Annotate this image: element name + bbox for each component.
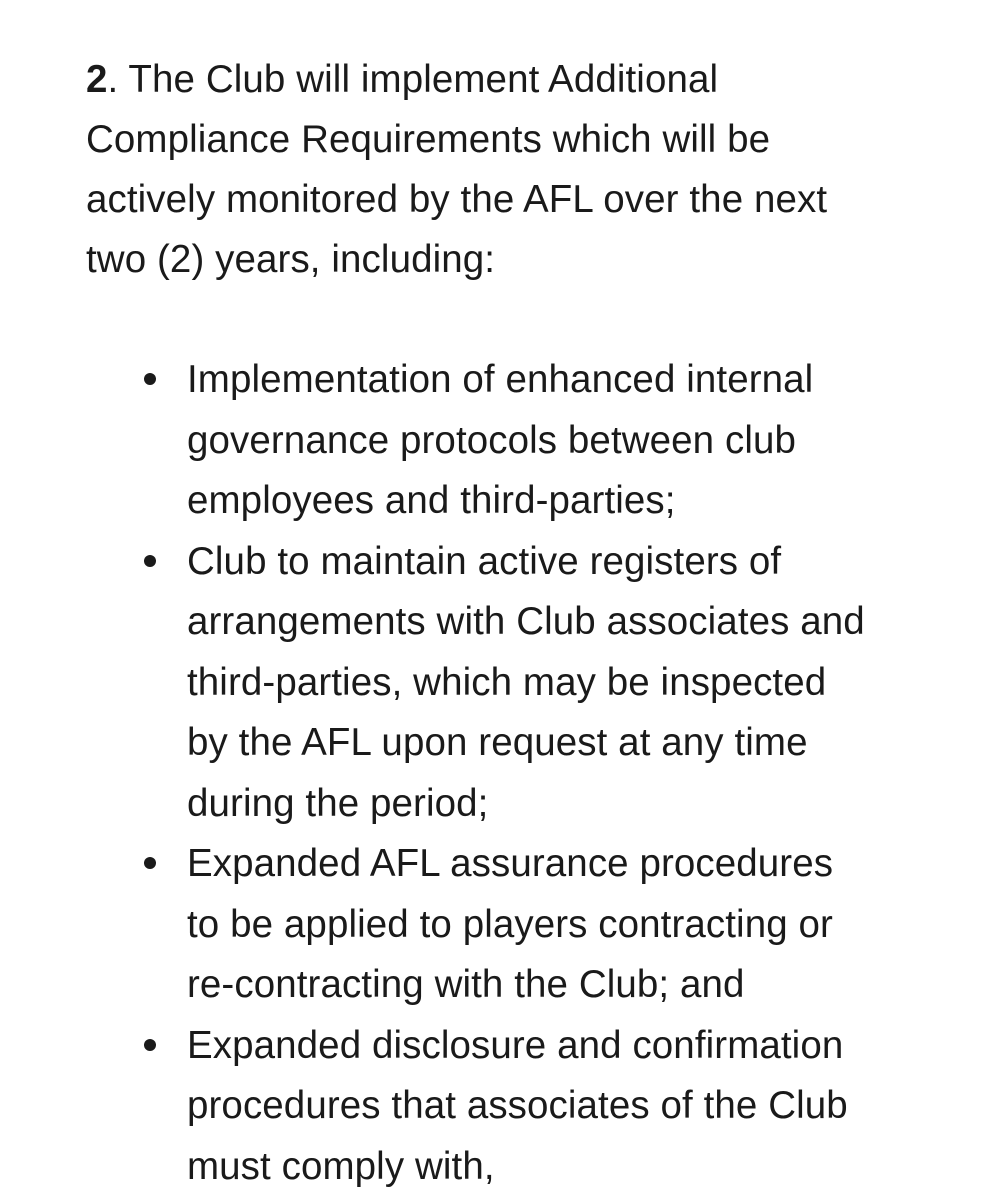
list-item-line: must comply with, xyxy=(187,1144,495,1188)
bullet-icon xyxy=(144,555,156,567)
list-item-line: governance protocols between club xyxy=(187,418,796,462)
list-item-line: third-parties, which may be inspected xyxy=(187,660,827,704)
intro-line: . The Club will implement Additional xyxy=(107,58,719,101)
list-item-line: by the AFL upon request at any time xyxy=(187,721,808,764)
paragraph-number: 2 xyxy=(86,58,108,101)
list-item-line: to be applied to players contracting or xyxy=(187,902,833,946)
list-item xyxy=(86,532,966,835)
list-item-line: during the period; xyxy=(187,781,489,825)
bullet-icon xyxy=(144,857,156,869)
intro-paragraph xyxy=(86,50,966,290)
list-item-text xyxy=(187,834,966,1016)
requirements-list xyxy=(86,350,966,1197)
bullet-icon xyxy=(144,1039,156,1051)
list-item-line: Club to maintain active registers of xyxy=(187,539,782,583)
list-item-line: Expanded AFL assurance procedures xyxy=(187,842,834,885)
bullet-icon xyxy=(144,373,156,385)
list-item xyxy=(86,1016,966,1198)
intro-line: Compliance Requirements which will be xyxy=(86,118,771,161)
list-item-text xyxy=(187,532,966,835)
intro-line: actively monitored by the AFL over the next xyxy=(86,178,828,221)
intro-line: two (2) years, including: xyxy=(86,238,496,281)
list-item-line: Implementation of enhanced internal xyxy=(187,358,814,401)
list-item xyxy=(86,350,966,532)
list-item-line: procedures that associates of the Club xyxy=(187,1084,848,1127)
list-item-line: employees and third-parties; xyxy=(187,479,676,522)
list-item-line: arrangements with Club associates and xyxy=(187,600,865,643)
list-item-text xyxy=(187,1016,966,1198)
list-item-line: Expanded disclosure and confirmation xyxy=(187,1023,844,1067)
list-item-text xyxy=(187,350,966,532)
document-body xyxy=(86,50,966,1197)
list-item-line: re-contracting with the Club; and xyxy=(187,963,745,1006)
list-item xyxy=(86,834,966,1016)
